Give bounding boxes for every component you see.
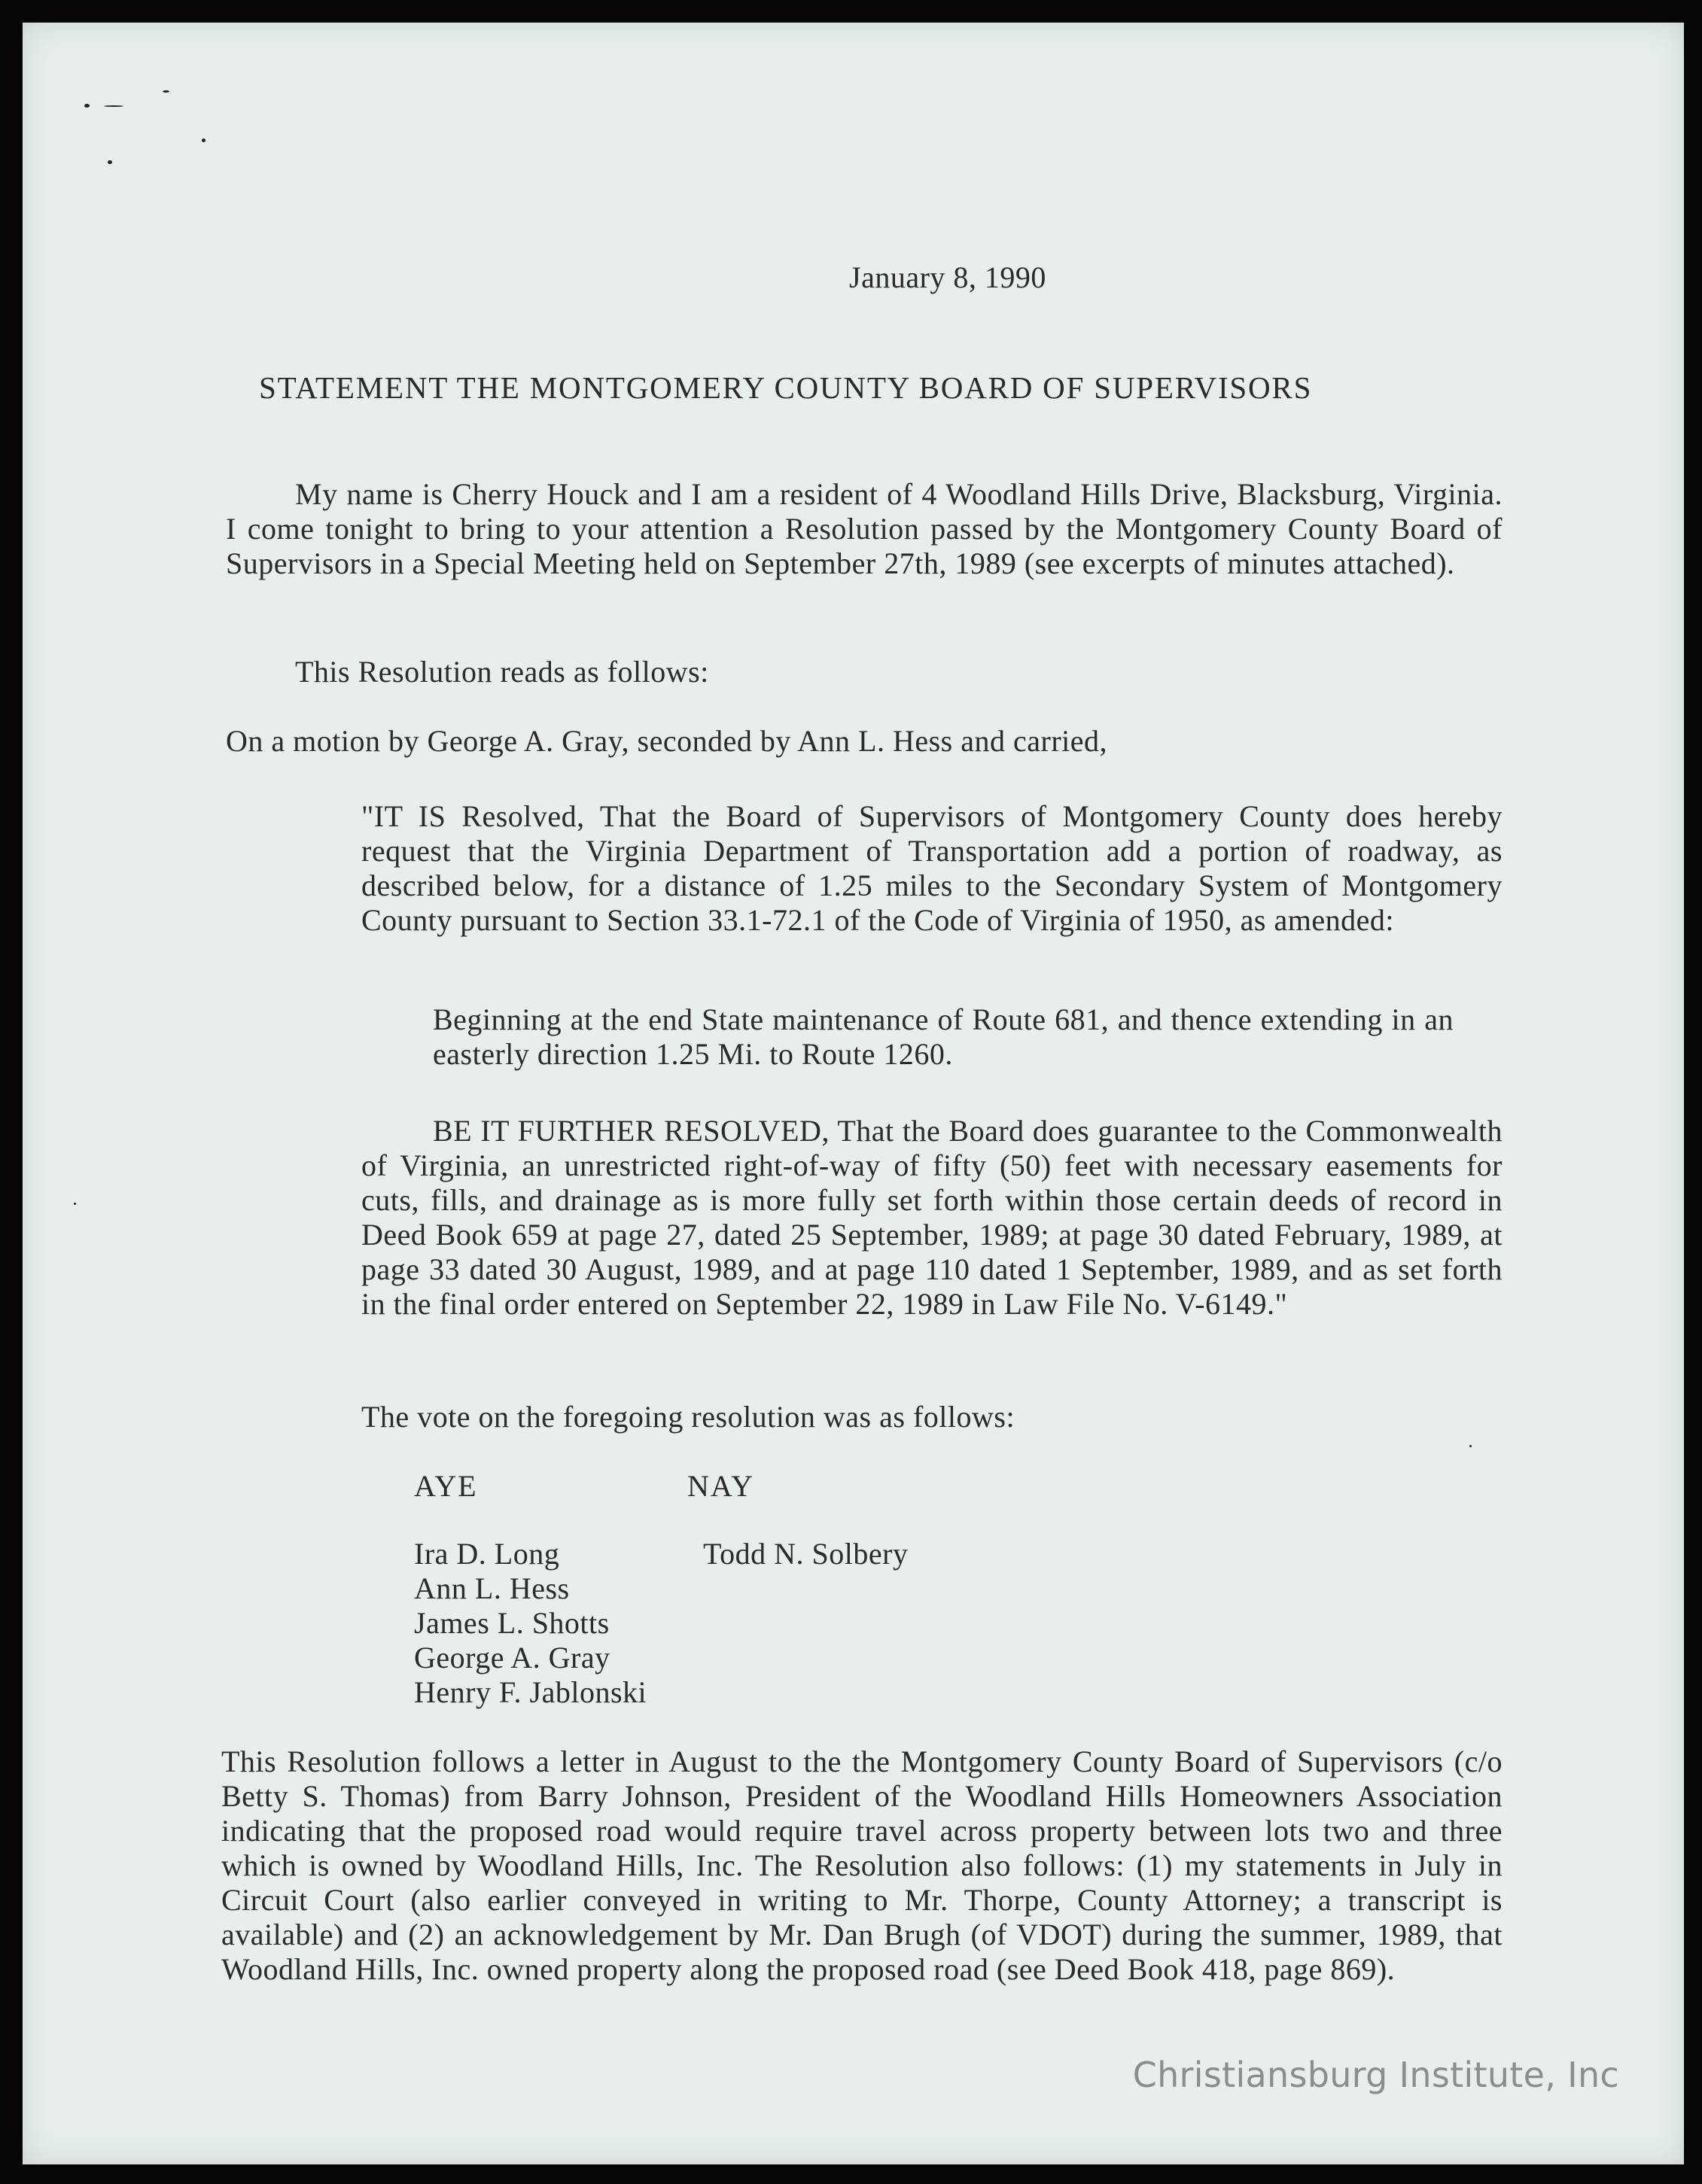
- motion-line: On a motion by George A. Gray, seconded by Ann L. Hess and carried,: [226, 724, 1107, 758]
- paper-speck: [202, 138, 206, 142]
- aye-voter: James L. Shotts: [414, 1606, 610, 1640]
- aye-list: [414, 1537, 647, 1710]
- aye-voter: Ira D. Long: [414, 1537, 560, 1571]
- aye-voter: Henry F. Jablonski: [414, 1675, 647, 1709]
- paper-speck: [1469, 1445, 1472, 1447]
- paper-speck: [74, 1203, 76, 1205]
- paper-speck: [163, 90, 169, 93]
- aye-voter: George A. Gray: [414, 1641, 610, 1675]
- intro-paragraph: My name is Cherry Houck and I am a resident of 4 Woodland Hills Drive, Blacksburg, Virginia. I come tonight to bring to your attention a Resolution passed by the Montgomery County Board of Supervisors in a Special Meeting held on September 27th, 1989 (see excerpts of minutes attached).: [226, 477, 1503, 580]
- document-title: STATEMENT THE MONTGOMERY COUNTY BOARD OF SUPERVISORS: [259, 370, 1313, 405]
- nay-header: NAY: [687, 1469, 754, 1503]
- further-resolved-paragraph: BE IT FURTHER RESOLVED, That the Board does guarantee to the Commonwealth of Virginia, an unrestricted right-of-way of fifty (50) feet with necessary easements for cuts, fills, and drainage as is more fully set forth within those certain deeds of record in Deed Book 659 at page 27, dated 25 September, 1989; at page 30 dated February, 1989, at page 33 dated 30 August, 1989, and at page 110 dated 1 September, 1989, and as set forth in the final order entered on September 22, 1989 in Law File No. V-6149.": [361, 1114, 1503, 1321]
- resolved-paragraph: "IT IS Resolved, That the Board of Supervisors of Montgomery County does hereby request that the Virginia Department of Transportation add a portion of roadway, as described below, for a distance of 1.25 miles to the Secondary System of Montgomery County pursuant to Section 33.1-72.1 of the Code of Virginia of 1950, as amended:: [361, 799, 1503, 937]
- vote-intro: The vote on the foregoing resolution was as follows:: [361, 1400, 1015, 1434]
- document-date: January 8, 1990: [849, 260, 1046, 294]
- watermark: Christiansburg Institute, Inc: [1132, 2055, 1619, 2095]
- closing-paragraph: This Resolution follows a letter in August to the the Montgomery County Board of Supervisors (c/o Betty S. Thomas) from Barry Johnson, President of the Woodland Hills Homeowners Association indicating that the proposed road would require travel across property between lots two and three which is owned by Woodland Hills, Inc. The Resolution also follows: (1) my statements in July in Circuit Court (also earlier conveyed in writing to Mr. Thorpe, County Attorney; a transcript is available) and (2) an acknowledgement by Mr. Dan Brugh (of VDOT) during the summer, 1989, that Woodland Hills, Inc. owned property along the proposed road (see Deed Book 418, page 869).: [221, 1744, 1503, 1986]
- resolution-intro: This Resolution reads as follows:: [295, 655, 709, 689]
- paper-speck: [104, 105, 123, 107]
- paper-speck: [108, 160, 112, 164]
- aye-header: AYE: [414, 1469, 478, 1503]
- document-page: [23, 23, 1684, 2164]
- aye-voter: Ann L. Hess: [414, 1571, 570, 1605]
- nay-voter: Todd N. Solbery: [703, 1537, 909, 1571]
- route-description: Beginning at the end State maintenance of Route 681, and thence extending in an easterly direction 1.25 Mi. to Route 1260.: [433, 1002, 1454, 1071]
- paper-speck: [84, 104, 90, 108]
